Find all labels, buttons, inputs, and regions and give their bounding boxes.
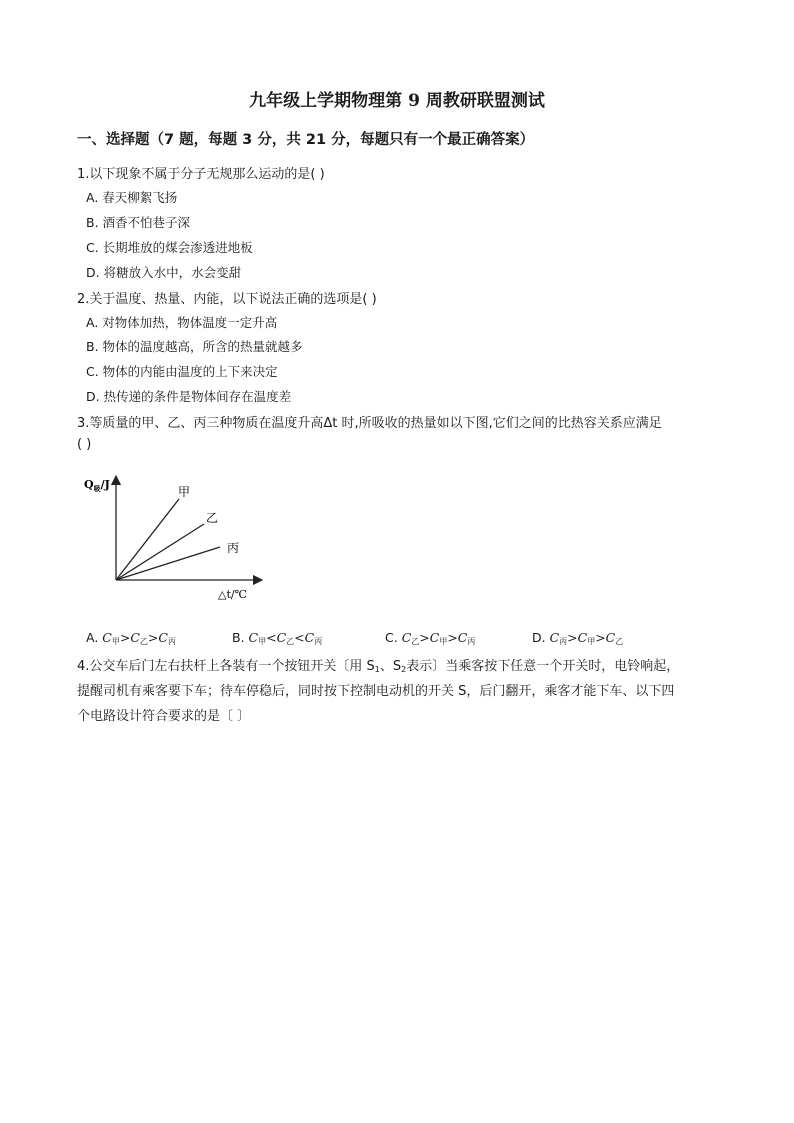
- series-label-bing: 丙: [227, 541, 240, 555]
- question-2-stem: 2.关于温度、热量、内能，以下说法正确的选项是( ): [77, 292, 377, 307]
- series-line-bing: [116, 547, 220, 580]
- question-1-option-c: C. 长期堆放的煤会渗透进地板: [86, 240, 253, 255]
- question-4-line-3: 个电路设计符合要求的是〔 〕: [77, 709, 251, 724]
- question-3-option-c: C. $C_乙>C_甲>C_丙$: [385, 630, 476, 646]
- question-3-stem: 3.等质量的甲、乙、丙三种物质在温度升高Δt 时,所吸收的热量如以下图,它们之间的比热容关系应满足: [77, 416, 662, 431]
- series-line-jia: [116, 499, 179, 580]
- question-1-stem: 1.以下现象不属于分子无规那么运动的是( ): [77, 167, 325, 182]
- question-2-option-d: D. 热传递的条件是物体间存在温度差: [86, 389, 292, 404]
- series-label-jia: 甲: [178, 485, 191, 499]
- question-3-option-d: D. $C_丙>C_甲>C_乙$: [532, 630, 624, 646]
- question-1-option-d: D. 将糖放入水中，水会变甜: [86, 265, 242, 280]
- y-axis-label: $Q_吸/J$: [84, 478, 110, 493]
- x-axis-label: △t/℃: [218, 588, 247, 601]
- series-line-yi: [116, 524, 204, 580]
- page-title: 九年级上学期物理第 9 周教研联盟测试: [249, 91, 545, 111]
- question-4-line-1: 4.公交车后门左右扶杆上各装有一个按钮开关〔用 $S_1$、$S_2$表示〕当乘客按下任意一个开关时，电铃响起，: [77, 659, 680, 674]
- question-2-option-a: A. 对物体加热，物体温度一定升高: [86, 315, 278, 330]
- question-1-option-a: A. 春天柳絮飞扬: [86, 190, 178, 205]
- heat-temperature-chart: [80, 470, 270, 605]
- question-2-option-b: B. 物体的温度越高，所含的热量就越多: [86, 339, 303, 354]
- question-3-option-b: B. $C_甲<C_乙<C_丙$: [232, 630, 323, 646]
- question-4-line-2: 提醒司机有乘客要下车；待车停稳后，同时按下控制电动机的开关 S，后门翻开，乘客才能下车、以下四: [77, 684, 675, 699]
- section-heading: 一、选择题（7 题，每题 3 分，共 21 分，每题只有一个最正确答案）: [77, 132, 535, 148]
- question-3-paren: ( ): [77, 437, 92, 452]
- question-3-option-a: A. $C_甲>C_乙>C_丙$: [86, 630, 176, 646]
- question-1-option-b: B. 酒香不怕巷子深: [86, 215, 191, 230]
- question-2-option-c: C. 物体的内能由温度的上下来决定: [86, 364, 278, 379]
- series-label-yi: 乙: [206, 511, 219, 525]
